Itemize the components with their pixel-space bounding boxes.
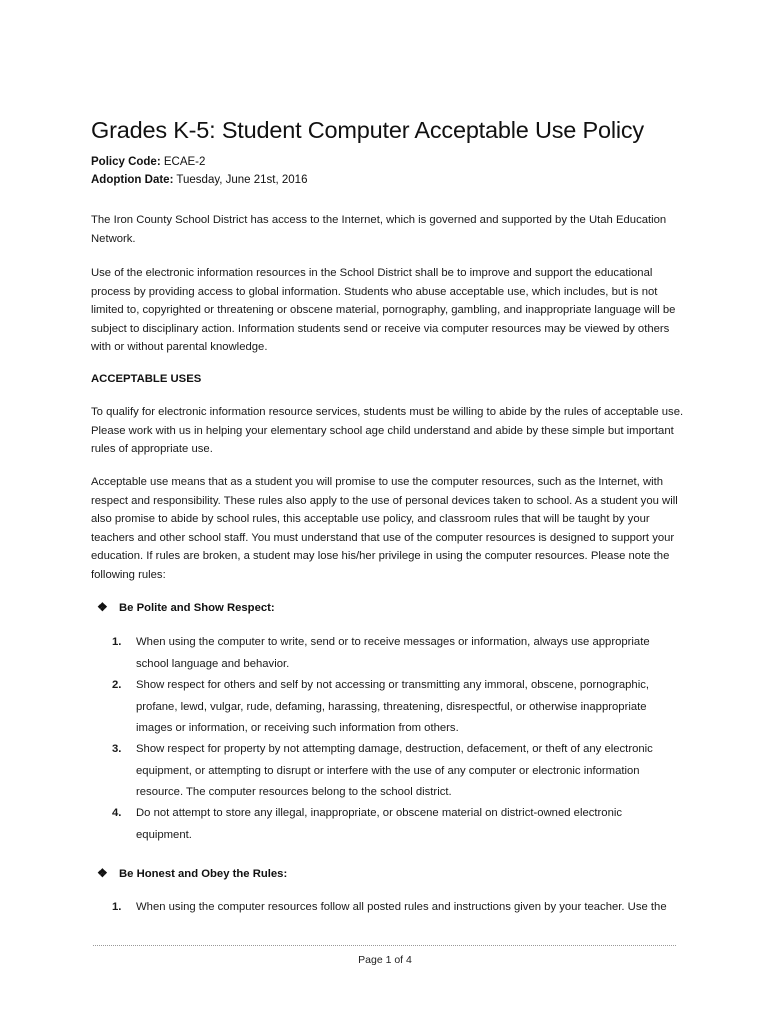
acceptable-use-paragraph: Acceptable use means that as a student you will promise to use the computer resources, such as the Internet, with respect and responsibility. These rules also apply to the use of personal devices taken to school. As a student you will also promise to abide by school rules, this acceptable use policy, and classroom rules that will be taught by your teachers and other school staff. You must understand that use of the computer resources is designed to support your education. If rules are broken, a student may lose his/her privilege in using the computer resources. Please note the following rules: [91, 476, 678, 581]
group-heading-label: Be Polite and Show Respect: [119, 602, 275, 614]
group-heading-polite [97, 600, 275, 614]
usage-paragraph: Use of the electronic information resources in the School District shall be to improve and support the educational process by providing access to global information. Students who abuse acceptable use, which includes, but is not limited to, copyrighted or threatening or obscene material, pornography, gambling, and inappropriate language will be subject to disciplinary action. Information students send or receive via computer resources may be viewed by others with or without parental knowledge. [91, 267, 676, 353]
adoption-date-label: Adoption Date: [91, 174, 174, 186]
list-item-text: Do not attempt to store any illegal, inappropriate, or obscene material on district-owned electronic equipment. [136, 807, 623, 841]
qualify-paragraph: To qualify for electronic information resource services, students must be willing to abide by the rules of acceptable use. Please work with us in helping your elementary school age child understand and abide by these simple but important rules of appropriate use. [91, 406, 684, 455]
diamond-bullet-icon: ❖ [97, 866, 108, 880]
list-item-number: 1. [112, 636, 122, 648]
policy-code-value: ECAE-2 [163, 156, 206, 168]
list-item-text: When using the computer resources follow all posted rules and instructions given by your teacher. Use the [136, 901, 667, 913]
page-number: Page 1 of 4 [358, 954, 412, 966]
list-item [112, 739, 672, 804]
list-item-number: 1. [112, 901, 122, 913]
group-heading-label: Be Honest and Obey the Rules: [119, 868, 288, 880]
section-heading: ACCEPTABLE USES [91, 373, 202, 385]
page-title: Grades K-5: Student Computer Acceptable Use Policy [91, 117, 644, 143]
footer-divider [93, 945, 676, 946]
adoption-date [91, 174, 307, 186]
list-item [112, 675, 672, 740]
diamond-bullet-icon: ❖ [97, 600, 108, 614]
list-item-text: Show respect for others and self by not accessing or transmitting any immoral, obscene, pornographic, profane, lewd, vulgar, rude, defaming, harassing, threatening, disrespectful, or otherwise inappropriate images or information, or receiving such information from others. [136, 679, 650, 734]
list-item [112, 632, 672, 675]
list-item [112, 803, 672, 846]
list-item [112, 897, 672, 919]
intro-paragraph: The Iron County School District has access to the Internet, which is governed and supported by the Utah Education Network. [91, 214, 667, 245]
list-item-text: Show respect for property by not attempting damage, destruction, defacement, or theft of any electronic equipment, or attempting to disrupt or interfere with the use of any computer or electronic information resource. The computer resources belong to the school district. [136, 743, 653, 798]
list-item-number: 4. [112, 807, 122, 819]
policy-code-label: Policy Code: [91, 156, 161, 168]
group-heading-honest [97, 866, 287, 880]
list-item-number: 2. [112, 679, 122, 691]
list-item-text: When using the computer to write, send or to receive messages or information, always use appropriate school language and behavior. [136, 636, 650, 670]
policy-code [91, 156, 205, 168]
adoption-date-value: Tuesday, June 21st, 2016 [176, 174, 308, 186]
list-item-number: 3. [112, 743, 122, 755]
